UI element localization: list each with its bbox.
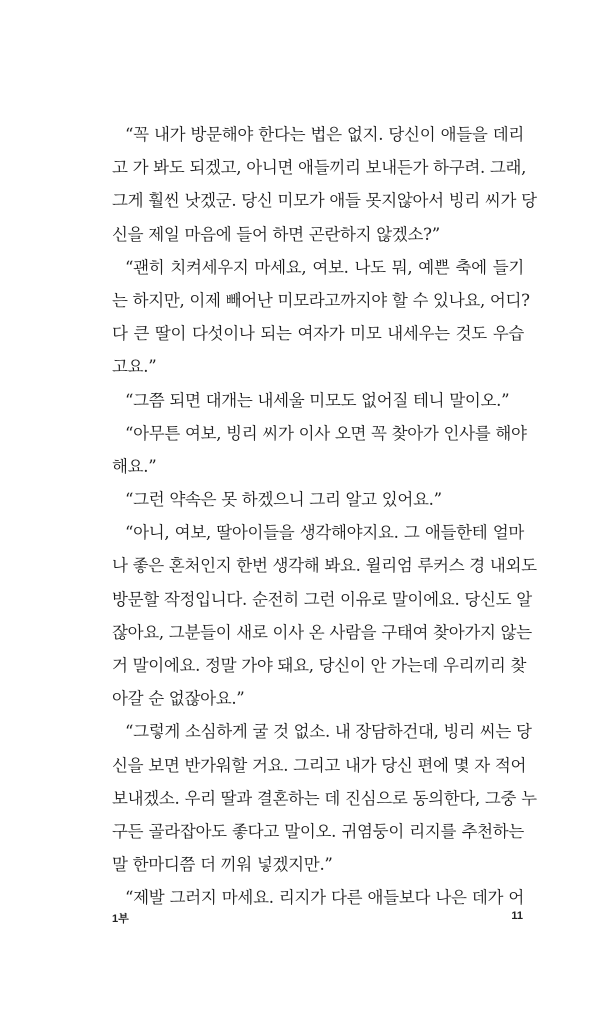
section-label: 1부	[112, 913, 129, 925]
text-line: “아무튼 여보, 빙리 씨가 이사 오면 꼭 찾아가 인사를 해야	[125, 423, 527, 443]
text-line: 말 한마디쯤 더 끼워 넣겠지만.”	[112, 855, 333, 875]
text-line: 나 좋은 혼처인지 한번 생각해 봐요. 윌리엄 루커스 경 내외도	[112, 556, 537, 576]
text-line: “그렇게 소심하게 굴 것 없소. 내 장담하건대, 빙리 씨는 당	[125, 722, 532, 742]
text-line: 구든 골라잡아도 좋다고 말이오. 귀염둥이 리지를 추천하는	[112, 821, 524, 841]
text-line: “아니, 여보, 딸아이들을 생각해야지요. 그 애들한테 얼마	[125, 523, 524, 543]
text-line: 고 가 봐도 되겠고, 아니면 애들끼리 보내든가 하구려. 그래,	[112, 158, 527, 178]
text-line: 다 큰 딸이 다섯이나 되는 여자가 미모 내세우는 것도 우습	[112, 324, 524, 344]
text-line: 보내겠소. 우리 딸과 결혼하는 데 진심으로 동의한다, 그중 누	[112, 788, 537, 808]
text-line: “제발 그러지 마세요. 리지가 다른 애들보다 나은 데가 어	[125, 888, 524, 908]
text-line: 해요.”	[112, 456, 157, 476]
text-line: 방문할 작정입니다. 순전히 그런 이유로 말이에요. 당신도 알	[112, 589, 532, 609]
text-line: 거 말이에요. 정말 가야 돼요, 당신이 안 가는데 우리끼리 찾	[112, 656, 527, 675]
text-line: 신을 보면 반가워할 거요. 그리고 내가 당신 편에 몇 자 적어	[112, 755, 527, 775]
page-number: 11	[511, 910, 523, 922]
text-line: 는 하지만, 이제 빼어난 미모라고까지야 할 수 있나요, 어디?	[112, 290, 530, 310]
text-line: 고요.”	[112, 357, 157, 377]
text-line: 신을 제일 마음에 들어 하면 곤란하지 않겠소?”	[112, 224, 440, 244]
text-line: 아갈 순 없잖아요.”	[112, 689, 245, 709]
text-line: 잖아요, 그분들이 새로 이사 온 사람을 구태여 찾아가지 않는	[112, 622, 532, 642]
text-line: 그게 훨씬 낫겠군. 당신 미모가 애들 못지않아서 빙리 씨가 당	[112, 191, 537, 211]
text-line: “꼭 내가 방문해야 한다는 법은 없지. 당신이 애들을 데리	[125, 125, 524, 144]
text-line: “그런 약속은 못 하겠으니 그리 알고 있어요.”	[125, 490, 442, 510]
text-line: “그쯤 되면 대개는 내세울 미모도 없어질 테니 말이오.”	[125, 390, 510, 410]
text-line: “괜히 치켜세우지 마세요, 여보. 나도 뭐, 예쁜 축에 들기	[125, 257, 524, 277]
page-body	[112, 118, 537, 915]
